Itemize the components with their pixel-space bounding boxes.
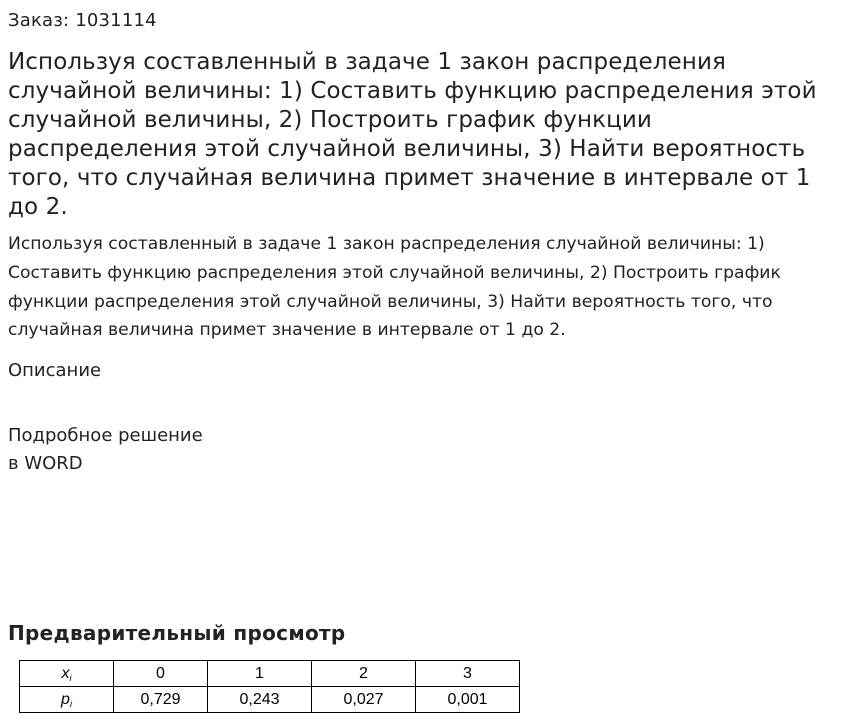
table-cell: 0,001 xyxy=(416,687,520,713)
description-heading: Описание xyxy=(8,360,102,381)
preview-heading: Предварительный просмотр xyxy=(8,621,346,645)
table-header-p xyxy=(20,687,114,713)
table-cell: 0 xyxy=(114,661,208,687)
table-cell: 0,243 xyxy=(208,687,312,713)
x-symbol: x xyxy=(61,664,70,682)
p-symbol: p xyxy=(61,690,70,708)
page-title: Используя составленный в задаче 1 закон распределения случайной величины: 1) Составить функцию распределения этой случайной величины, 2) Построить график функции распределения этой случайной величины, 3) Найти вероятность того, что случайная величина примет значение в интервале от 1 до 2. xyxy=(8,49,817,220)
table-cell: 1 xyxy=(208,661,312,687)
table-row-x xyxy=(20,661,520,687)
solution-line-2: в WORD xyxy=(8,453,83,474)
solution-line-1: Подробное решение xyxy=(8,425,203,446)
table-cell: 3 xyxy=(416,661,520,687)
task-description: Используя составленный в задаче 1 закон распределения случайной величины: 1) Составить функцию распределения этой случайной величины, 2) Построить график функции распределения этой случайной величины, 3) Найти вероятность того, что случайная величина примет значение в интервале от 1 до 2. xyxy=(8,234,781,341)
order-number: Заказ: 1031114 xyxy=(8,10,157,31)
table-row-p xyxy=(20,687,520,713)
table-cell: 0,027 xyxy=(312,687,416,713)
distribution-table xyxy=(19,660,520,713)
table-cell: 2 xyxy=(312,661,416,687)
table-cell: 0,729 xyxy=(114,687,208,713)
x-subscript: i xyxy=(69,672,72,683)
p-subscript: i xyxy=(69,698,72,709)
solution-info xyxy=(8,422,203,478)
table-header-x xyxy=(20,661,114,687)
